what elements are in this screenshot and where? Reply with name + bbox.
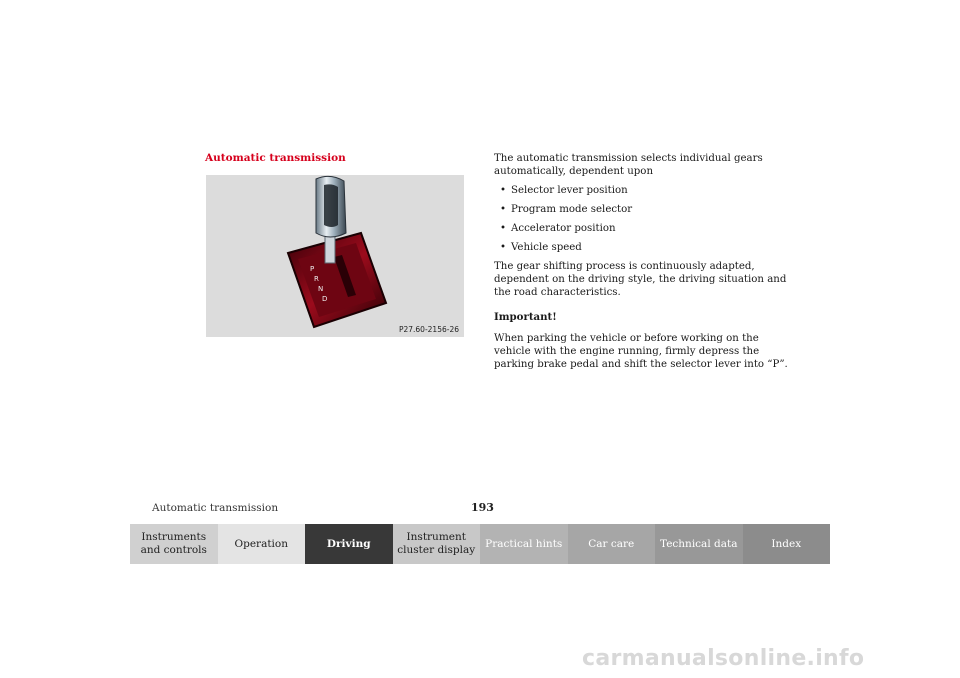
watermark: carmanualsonline.info [582, 646, 865, 671]
gear-selector-illustration [206, 175, 464, 337]
shifting-paragraph: The gear shifting process is continuously adapted, dependent on the driving style, the driving situation and the road characteristics. [494, 261, 787, 298]
chapter-tabs [130, 524, 830, 564]
list-item: • Program mode selector [494, 203, 794, 216]
tab-operation[interactable]: Operation [218, 524, 306, 564]
gate-label-p: P [310, 265, 315, 273]
intro-text: The automatic transmission selects individual gears automatically, dependent upon [494, 153, 763, 177]
body-text [494, 152, 794, 377]
tab-car-care[interactable]: Car care [568, 524, 656, 564]
tab-technical-data[interactable]: Technical data [655, 524, 743, 564]
bullet-list [494, 184, 794, 254]
gate-label-d: D [322, 295, 328, 303]
tab-practical-hints[interactable]: Practical hints [480, 524, 568, 564]
tab-driving[interactable]: Driving [305, 524, 393, 564]
tab-instruments-and-controls[interactable]: Instruments and controls [130, 524, 218, 564]
important-heading: Important! [494, 311, 557, 323]
list-item: • Selector lever position [494, 184, 794, 197]
figure-code: P27.60-2156-26 [398, 325, 459, 334]
tab-index[interactable]: Index [743, 524, 831, 564]
list-item: • Accelerator position [494, 222, 794, 235]
gear-lever-drawing [206, 175, 464, 337]
footer-title: Automatic transmission [152, 502, 279, 514]
tab-instrument-cluster-display[interactable]: Instrument cluster display [393, 524, 481, 564]
page-number: 193 [471, 501, 494, 514]
important-text: When parking the vehicle or before working on the vehicle with the engine running, firmly depress the parking brake pedal and shift the selector lever into “P”. [494, 333, 788, 370]
list-item: • Vehicle speed [494, 241, 794, 254]
gate-label-r: R [314, 275, 319, 283]
gate-label-n: N [318, 285, 324, 293]
section-title: Automatic transmission [205, 152, 346, 164]
